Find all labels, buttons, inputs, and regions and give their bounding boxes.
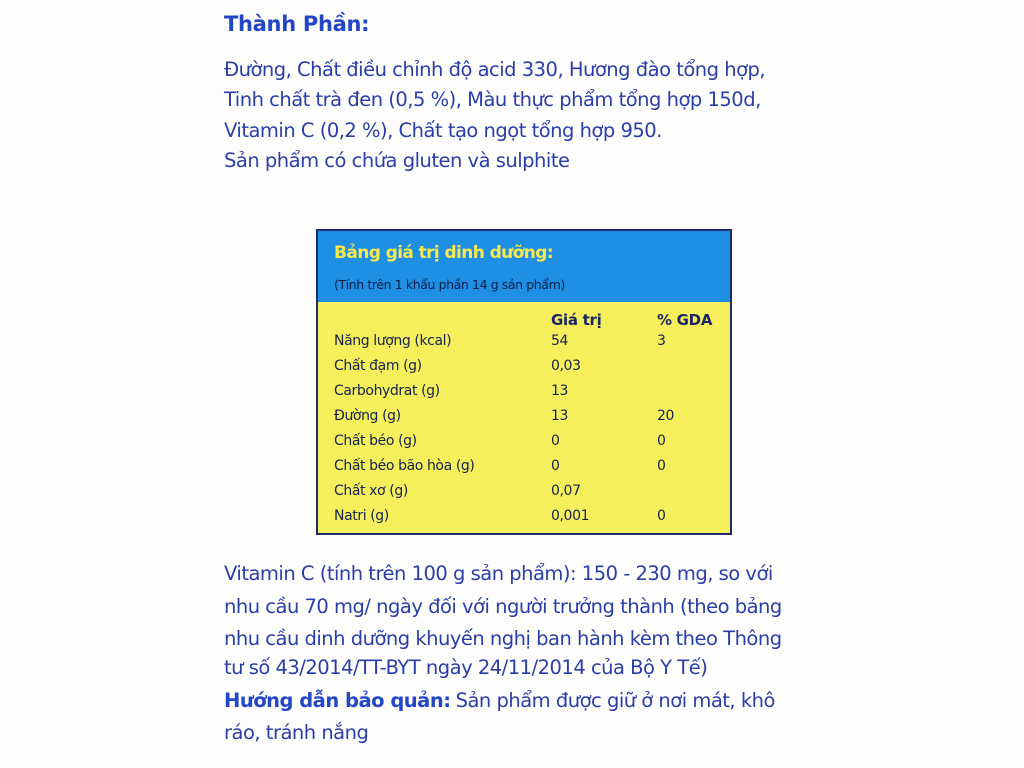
nutrient-value: 0,07 xyxy=(551,483,581,499)
nutrient-value: 13 xyxy=(551,383,569,399)
ingredients-title: Thành Phần: xyxy=(224,12,370,36)
nutrition-table-header xyxy=(318,231,730,302)
nutrient-gda: 0 xyxy=(657,433,666,449)
nutrition-row xyxy=(318,383,730,407)
nutrient-gda: 20 xyxy=(657,408,675,424)
storage-label: Hướng dẫn bảo quản: xyxy=(224,689,451,712)
nutrient-name: Chất đạm (g) xyxy=(334,358,422,374)
nutrition-row xyxy=(318,408,730,432)
storage-text: Sản phẩm được giữ ở nơi mát, khô xyxy=(455,689,775,712)
nutrient-name: Chất béo bão hòa (g) xyxy=(334,458,475,474)
nutrient-name: Carbohydrat (g) xyxy=(334,383,440,399)
nutrient-name: Đường (g) xyxy=(334,408,401,424)
nutrition-table xyxy=(316,229,732,535)
ingredients-line: Tinh chất trà đen (0,5 %), Màu thực phẩm tổng hợp 150d, xyxy=(224,88,761,111)
nutrient-value: 0,03 xyxy=(551,358,581,374)
nutrient-gda: 0 xyxy=(657,458,666,474)
nutrition-row xyxy=(318,358,730,382)
storage-instructions xyxy=(224,689,775,712)
nutrient-value: 0 xyxy=(551,433,560,449)
ingredients-line: Vitamin C (0,2 %), Chất tạo ngọt tổng hợp 950. xyxy=(224,119,662,142)
nutrient-value: 13 xyxy=(551,408,569,424)
nutrition-title: Bảng giá trị dinh dưỡng: xyxy=(334,243,554,263)
vitamin-note-line: tư số 43/2014/TT-BYT ngày 24/11/2014 của Bộ Y Tế) xyxy=(224,656,708,679)
nutrition-row xyxy=(318,508,730,532)
nutrient-name: Năng lượng (kcal) xyxy=(334,333,452,349)
nutrient-gda: 3 xyxy=(657,333,666,349)
nutrition-row xyxy=(318,333,730,357)
nutrition-row xyxy=(318,433,730,457)
storage-text-continued: ráo, tránh nắng xyxy=(224,721,369,744)
nutrition-row xyxy=(318,483,730,507)
vitamin-note-line: Vitamin C (tính trên 100 g sản phẩm): 150 - 230 mg, so với xyxy=(224,562,773,585)
nutrient-name: Natri (g) xyxy=(334,508,389,524)
vitamin-note-line: nhu cầu dinh dưỡng khuyến nghị ban hành kèm theo Thông xyxy=(224,627,782,650)
ingredients-line: Đường, Chất điều chỉnh độ acid 330, Hương đào tổng hợp, xyxy=(224,58,766,81)
nutrient-name: Chất xơ (g) xyxy=(334,483,408,499)
nutrient-value: 0 xyxy=(551,458,560,474)
nutrient-value: 0,001 xyxy=(551,508,590,524)
nutrient-value: 54 xyxy=(551,333,569,349)
vitamin-note-line: nhu cầu 70 mg/ ngày đối với người trưởng thành (theo bảng xyxy=(224,595,782,618)
column-header-value: Giá trị xyxy=(551,311,602,329)
nutrition-row xyxy=(318,458,730,482)
nutrient-gda: 0 xyxy=(657,508,666,524)
nutrient-name: Chất béo (g) xyxy=(334,433,417,449)
column-header-gda: % GDA xyxy=(657,311,713,329)
ingredients-line: Sản phẩm có chứa gluten và sulphite xyxy=(224,149,570,172)
nutrition-subtitle: (Tính trên 1 khẩu phần 14 g sản phẩm) xyxy=(334,277,565,292)
